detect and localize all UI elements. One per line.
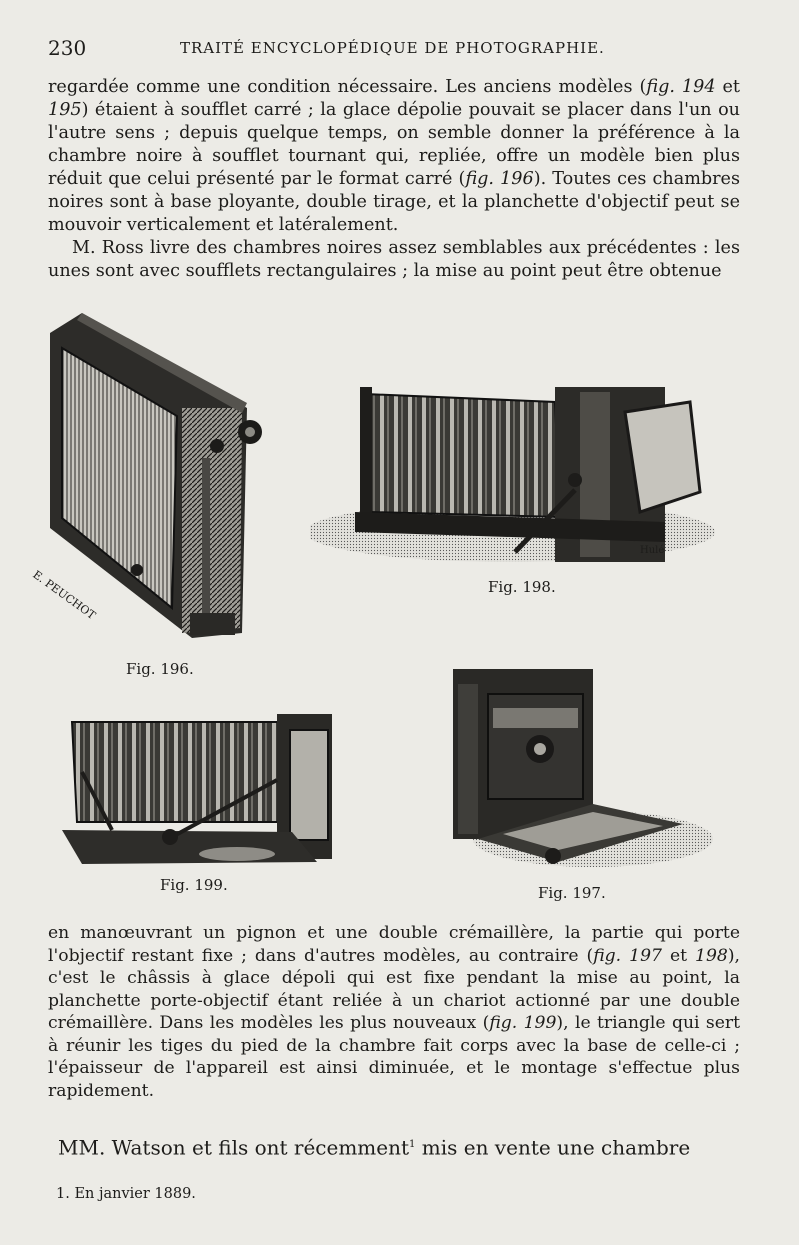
text-run: ), c'est le châssis à glace dépoli qui est fixe pendant la mise au point, la planchette porte-objectif étant reliée à un chariot actionné par une double crémaillère. Dans les modèles les plus nouveaux ( <box>48 945 740 1033</box>
running-title: TRAITÉ ENCYCLOPÉDIQUE DE PHOTOGRAPHIE. <box>180 39 605 57</box>
paragraph-watson <box>48 1132 740 1161</box>
paragraph-1 <box>48 76 740 237</box>
figure-198-illustration <box>310 372 735 567</box>
paragraph-continuation <box>48 922 740 1102</box>
text-run: MM. Watson et fils ont récemment <box>58 1135 410 1160</box>
paragraph-2 <box>48 922 740 1102</box>
footnote: 1. En janvier 1889. <box>56 1186 196 1202</box>
figure-199-illustration <box>62 712 337 870</box>
figure-ref: fig. 196 <box>465 169 534 189</box>
figure-ref: 195 <box>48 100 82 120</box>
footnote-marker: 1 <box>409 1139 416 1150</box>
text-run: en manœuvrant un pignon et une double crémaillère, la partie qui porte l'objectif restant fixe ; dans d'autres modèles, au contraire ( <box>48 923 740 966</box>
text-run: et <box>661 945 696 966</box>
page-header <box>48 36 738 62</box>
caption-fig-196: Fig. 196. <box>126 660 194 678</box>
figure-ref: 198 <box>695 945 728 966</box>
figure-ref: fig. 197 <box>593 945 662 966</box>
caption-fig-197: Fig. 197. <box>538 884 606 902</box>
text-run: ). Toutes ces chambres noires sont à base ployante, double tirage, et la planchette d'objectif peut se mouvoir verticalement et latéralement. <box>48 169 740 235</box>
text-run: ) étaient à soufflet carré ; la glace dépolie pouvait se placer dans l'un ou l'autre sens ; depuis quelque temps, on semble donner la préférence à la chambre noire à soufflet tournant qui, repliée, offre un modèle bien plus réduit que celui présenté par le format carré ( <box>48 100 740 189</box>
figure-ref: fig. 199 <box>489 1013 557 1033</box>
text-run: regardée comme une condition nécessaire. Les anciens modèles ( <box>48 77 647 97</box>
text-run: et <box>715 77 740 97</box>
figure-197-illustration <box>448 664 713 874</box>
paragraph-intro <box>48 76 740 283</box>
caption-fig-199: Fig. 199. <box>160 876 228 894</box>
engraver-signature: E. PEUCHOT <box>30 568 98 623</box>
paragraph-ross: M. Ross livre des chambres noires assez semblables aux précédentes : les unes sont avec soufflets rectangulaires ; la mise au point peut être obtenue <box>48 238 740 281</box>
figure-ref: fig. 194 <box>646 77 716 97</box>
text-run: mis en vente une chambre <box>415 1135 691 1160</box>
signature-198: Hulé <box>640 545 665 556</box>
caption-fig-198: Fig. 198. <box>488 578 556 596</box>
text-run: ), le triangle qui sert à réunir les tiges du pied de la chambre fait corps avec la base de celle-ci ; l'épaisseur de l'appareil est ainsi diminuée, et le montage s'effectue plus rapidement. <box>48 1013 741 1101</box>
page-number: 230 <box>48 36 87 60</box>
